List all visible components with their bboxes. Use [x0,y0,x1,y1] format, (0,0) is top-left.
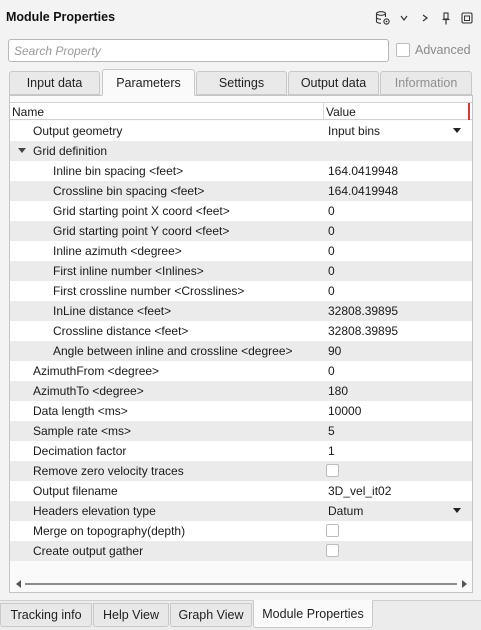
tab-settings[interactable]: Settings [196,71,287,95]
tab-module-properties[interactable]: Module Properties [253,600,373,628]
property-name: Inline azimuth <degree> [53,244,182,258]
property-tabs [9,70,473,96]
row-sample-rate[interactable] [10,421,472,441]
tab-output-data[interactable]: Output data [288,71,379,95]
row-first-crossline-number[interactable] [10,281,472,301]
row-headers-elevation-type[interactable] [10,501,472,521]
column-header-name[interactable]: Name [12,105,45,119]
row-inline-distance[interactable] [10,301,472,321]
bottom-tab-bar [0,600,481,630]
row-output-geometry[interactable] [10,121,472,141]
advanced-checkbox[interactable] [396,43,410,57]
tab-parameters[interactable]: Parameters [102,69,195,96]
property-name: Merge on topography(depth) [33,524,186,538]
restore-window-icon[interactable] [456,8,477,28]
row-azimuth-to[interactable] [10,381,472,401]
property-name: Grid starting point X coord <feet> [53,204,230,218]
property-name: AzimuthFrom <degree> [33,364,160,378]
property-value[interactable]: Input bins [328,124,381,138]
row-grid-start-y[interactable] [10,221,472,241]
horizontal-scrollbar[interactable] [11,577,471,591]
tab-tracking-info[interactable]: Tracking info [0,603,92,627]
property-value[interactable]: 164.0419948 [328,184,399,198]
property-value[interactable]: 0 [328,284,335,298]
property-checkbox[interactable] [326,464,339,477]
pin-icon[interactable] [435,8,456,28]
property-name: Inline bin spacing <feet> [53,164,184,178]
group-name: Grid definition [33,144,108,158]
row-angle-inline-crossline[interactable] [10,341,472,361]
dropdown-arrow-icon[interactable] [453,128,461,133]
tab-graph-view[interactable]: Graph View [170,603,252,627]
property-value[interactable]: 0 [328,364,335,378]
row-remove-zero-velocity[interactable] [10,461,472,481]
property-name: Decimation factor [33,444,127,458]
database-gear-icon[interactable] [372,8,393,28]
chevron-right-icon[interactable] [414,8,435,28]
column-divider-end[interactable] [468,103,470,120]
property-value[interactable]: 32808.39895 [328,304,399,318]
row-grid-definition[interactable] [10,141,472,161]
expand-caret-icon[interactable] [18,148,26,153]
dropdown-arrow-icon[interactable] [453,508,461,513]
advanced-toggle[interactable] [396,43,471,57]
property-value[interactable]: Datum [328,504,364,518]
row-merge-on-topography[interactable] [10,521,472,541]
parameters-panel [9,95,473,593]
row-azimuth-from[interactable] [10,361,472,381]
row-inline-bin-spacing[interactable] [10,161,472,181]
property-value[interactable]: 32808.39895 [328,324,399,338]
property-name: Create output gather [33,544,144,558]
property-value[interactable]: 1 [328,444,335,458]
row-create-output-gather[interactable] [10,541,472,561]
property-name: Crossline distance <feet> [53,324,189,338]
property-name: Angle between inline and crossline <degree> [53,344,293,358]
tab-information: Information [380,71,472,95]
advanced-label: Advanced [415,43,471,57]
property-checkbox[interactable] [326,544,339,557]
search-input[interactable] [8,39,389,62]
property-name: AzimuthTo <degree> [33,384,144,398]
property-name: Grid starting point Y coord <feet> [53,224,230,238]
property-value[interactable]: 0 [328,204,335,218]
scroll-left-icon[interactable] [12,578,24,590]
property-name: Output geometry [33,124,123,138]
property-name: Headers elevation type [33,504,156,518]
row-grid-start-x[interactable] [10,201,472,221]
row-decimation-factor[interactable] [10,441,472,461]
property-value[interactable]: 164.0419948 [328,164,399,178]
property-value[interactable]: 90 [328,344,342,358]
property-checkbox[interactable] [326,524,339,537]
property-value[interactable]: 5 [328,424,335,438]
property-name: Sample rate <ms> [33,424,132,438]
property-grid [10,121,472,561]
scroll-thumb[interactable] [25,583,457,585]
row-crossline-bin-spacing[interactable] [10,181,472,201]
grid-header [10,102,472,120]
chevron-down-icon[interactable] [393,8,414,28]
window-title: Module Properties [6,10,116,24]
property-name: First crossline number <Crosslines> [53,284,245,298]
row-first-inline-number[interactable] [10,261,472,281]
scroll-track[interactable] [25,578,457,590]
property-value[interactable]: 10000 [328,404,362,418]
property-value[interactable]: 0 [328,264,335,278]
scroll-right-icon[interactable] [458,578,470,590]
property-name: First inline number <Inlines> [53,264,204,278]
row-crossline-distance[interactable] [10,321,472,341]
property-name: Remove zero velocity traces [33,464,184,478]
search-row [0,38,481,64]
row-output-filename[interactable] [10,481,472,501]
property-name: InLine distance <feet> [53,304,172,318]
property-name: Crossline bin spacing <feet> [53,184,205,198]
row-data-length[interactable] [10,401,472,421]
property-value[interactable]: 0 [328,244,335,258]
property-value[interactable]: 180 [328,384,349,398]
title-bar-actions [372,8,477,28]
property-name: Data length <ms> [33,404,128,418]
tab-help-view[interactable]: Help View [93,603,169,627]
column-divider[interactable] [323,103,324,120]
column-header-value[interactable]: Value [326,105,356,119]
property-value[interactable]: 0 [328,224,335,238]
title-bar [0,0,481,34]
property-value[interactable]: 3D_vel_it02 [328,484,392,498]
tab-input-data[interactable]: Input data [9,71,100,95]
row-inline-azimuth[interactable] [10,241,472,261]
property-name: Output filename [33,484,118,498]
